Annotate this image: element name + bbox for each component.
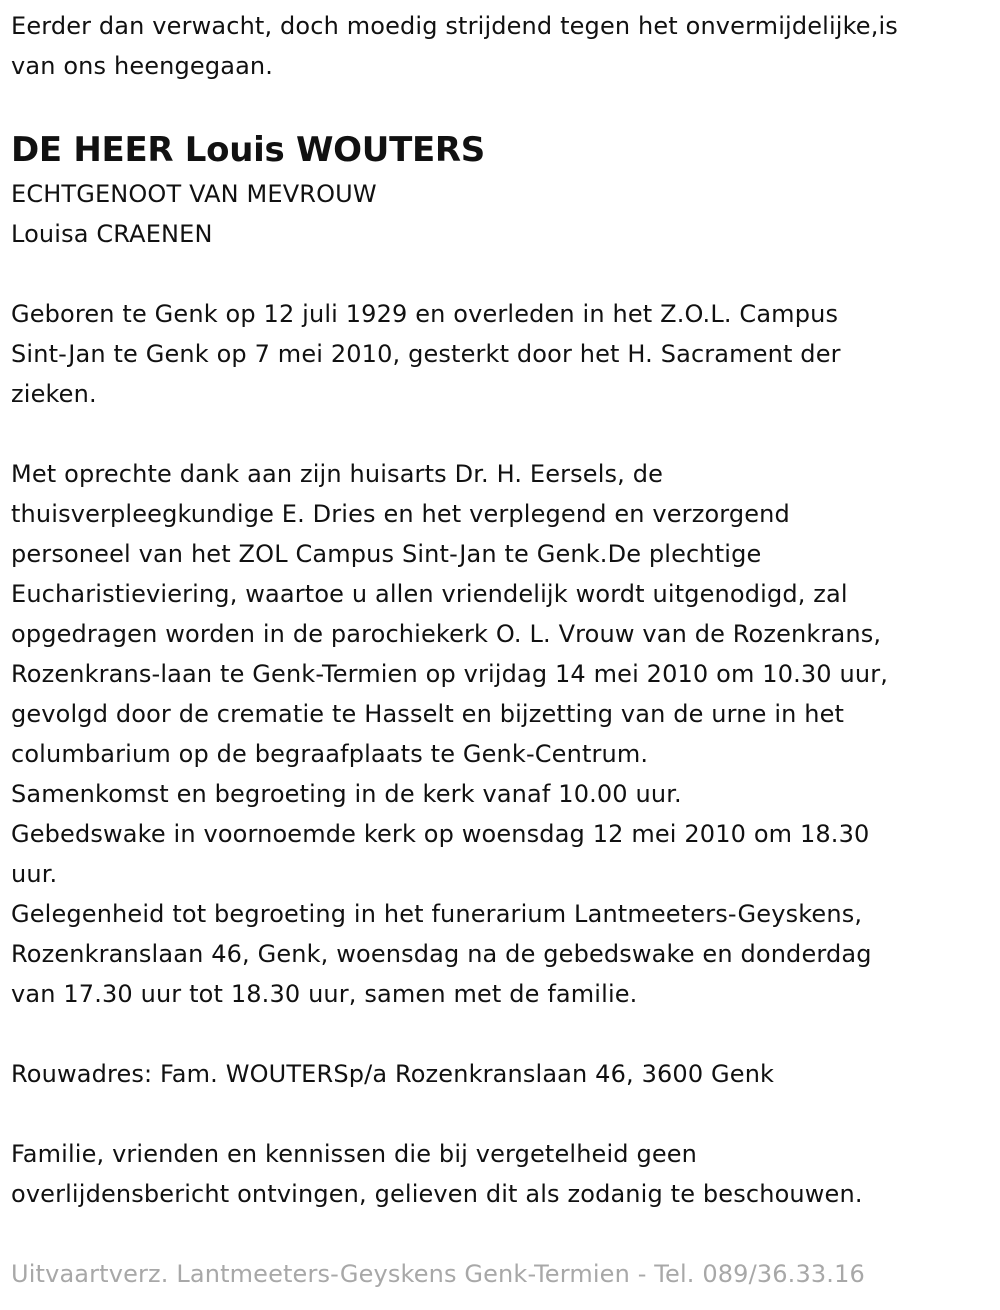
funeral-home-footer: Uitvaartverz. Lantmeeters-Geyskens Genk-Termien - Tel. 089/36.33.16 [11, 1260, 865, 1288]
spacer [11, 254, 996, 294]
spacer [11, 1014, 996, 1054]
spouse-name: Louisa CRAENEN [11, 220, 213, 248]
spacer [11, 414, 996, 454]
paragraph-line: personeel van het ZOL Campus Sint-Jan te Genk.De plechtige [11, 540, 762, 568]
paragraph-line: uur. [11, 860, 58, 888]
paragraph-line: overlijdensbericht ontvingen, gelieven dit als zodanig te beschouwen. [11, 1180, 863, 1208]
paragraph-line: Rozenkranslaan 46, Genk, woensdag na de gebedswake en donderdag [11, 940, 872, 968]
paragraph-line: Rozenkrans-laan te Genk-Termien op vrijdag 14 mei 2010 om 10.30 uur, [11, 660, 889, 688]
paragraph-line: van 17.30 uur tot 18.30 uur, samen met de familie. [11, 980, 638, 1008]
obituary-notice [11, 0, 996, 1294]
paragraph-line: thuisverpleegkundige E. Dries en het verplegend en verzorgend [11, 500, 790, 528]
paragraph-line: Geboren te Genk op 12 juli 1929 en overleden in het Z.O.L. Campus [11, 300, 839, 328]
intro-line: van ons heengegaan. [11, 52, 274, 80]
paragraph-line: Sint-Jan te Genk op 7 mei 2010, gesterkt door het H. Sacrament der [11, 340, 841, 368]
paragraph-line: Samenkomst en begroeting in de kerk vanaf 10.00 uur. [11, 780, 682, 808]
paragraph-line: opgedragen worden in de parochiekerk O. L. Vrouw van de Rozenkrans, [11, 620, 882, 648]
paragraph-line: Eucharistieviering, waartoe u allen vriendelijk wordt uitgenodigd, zal [11, 580, 848, 608]
closing-paragraph [11, 1134, 996, 1214]
paragraph-line: zieken. [11, 380, 97, 408]
spacer [11, 1094, 996, 1134]
paragraph-line: Gebedswake in voornoemde kerk op woensdag 12 mei 2010 om 18.30 [11, 820, 870, 848]
birth-death-paragraph [11, 294, 996, 414]
intro-paragraph [11, 0, 996, 86]
paragraph-line: gevolgd door de crematie te Hasselt en bijzetting van de urne in het [11, 700, 845, 728]
paragraph-line: Gelegenheid tot begroeting in het funerarium Lantmeeters-Geyskens, [11, 900, 863, 928]
relation-line: ECHTGENOOT VAN MEVROUW [11, 180, 377, 208]
spacer [11, 1214, 996, 1254]
deceased-name: DE HEER Louis WOUTERS [11, 130, 485, 170]
ceremony-paragraph [11, 454, 996, 1014]
mourning-address: Rouwadres: Fam. WOUTERSp/a Rozenkranslaan 46, 3600 Genk [11, 1060, 775, 1088]
paragraph-line: columbarium op de begraafplaats te Genk-Centrum. [11, 740, 649, 768]
paragraph-line: Met oprechte dank aan zijn huisarts Dr. H. Eersels, de [11, 460, 664, 488]
paragraph-line: Familie, vrienden en kennissen die bij vergetelheid geen [11, 1140, 698, 1168]
intro-line: Eerder dan verwacht, doch moedig strijdend tegen het onvermijdelijke,is [11, 12, 898, 40]
